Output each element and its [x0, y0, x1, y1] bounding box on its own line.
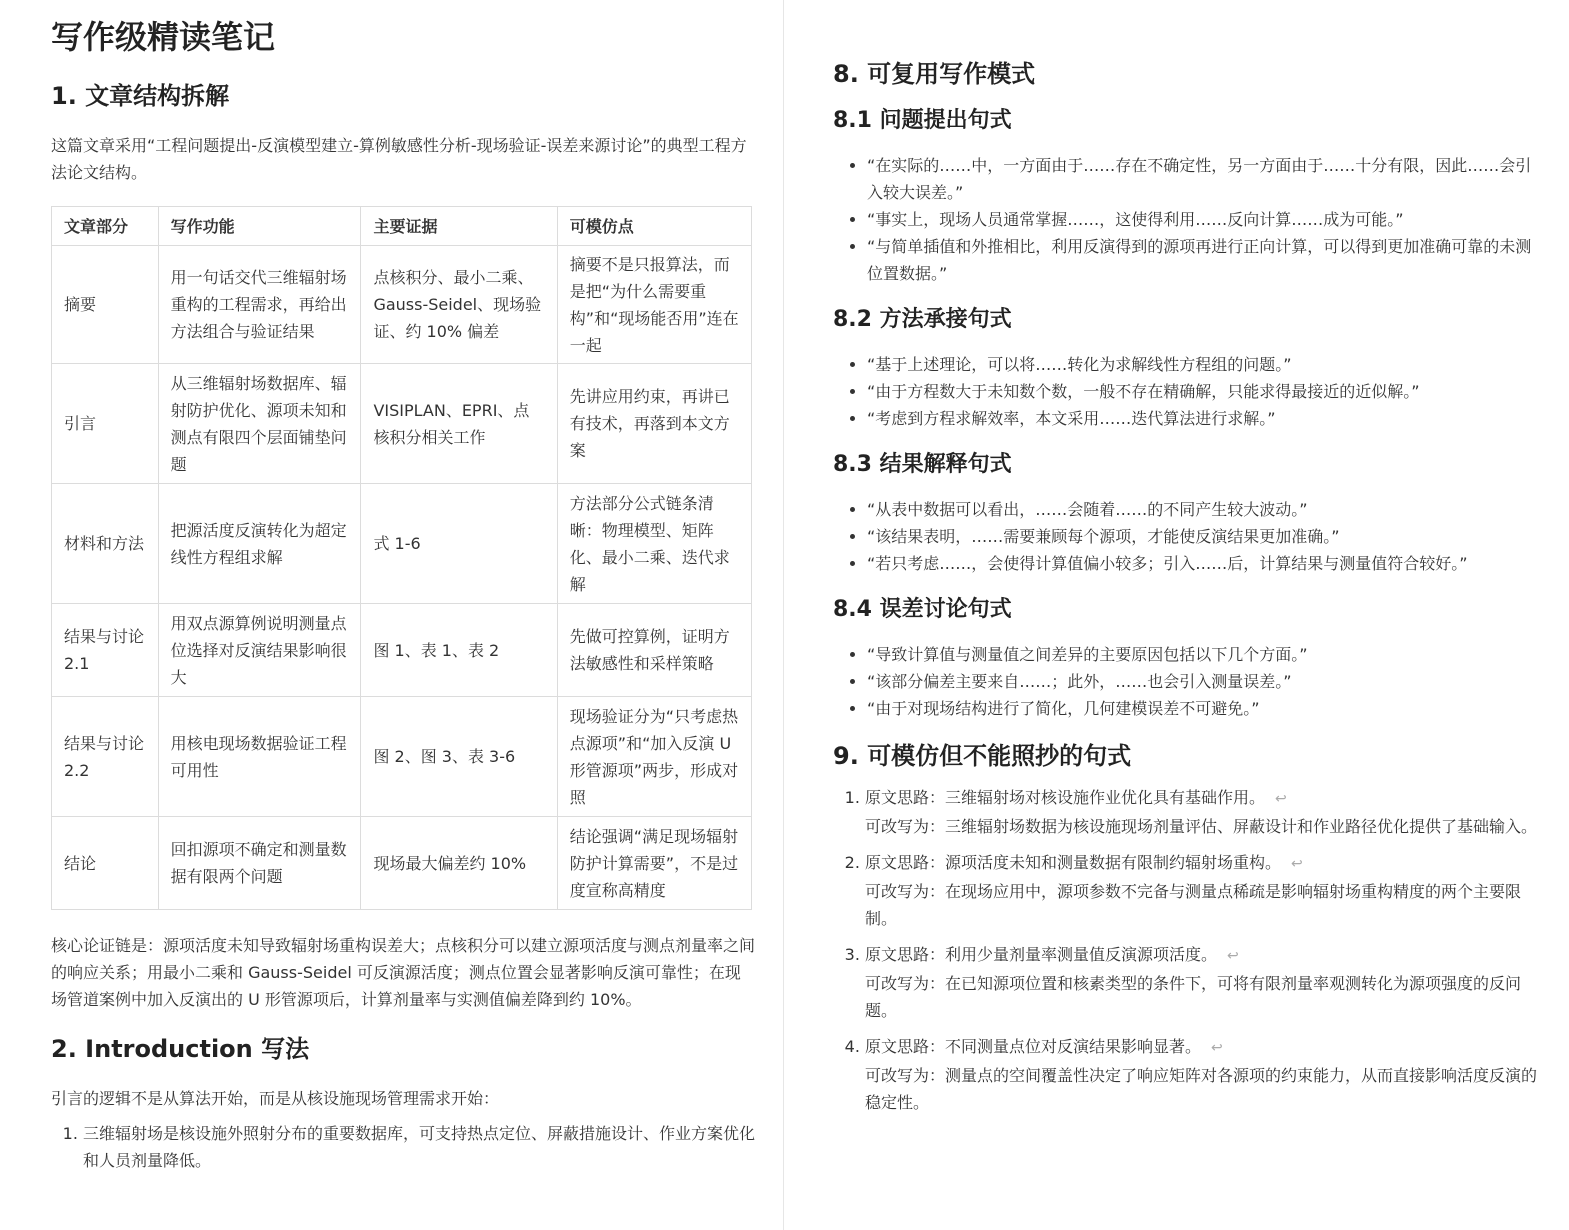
list-item: • “导致计算值与测量值之间差异的主要原因包括以下几个方面。”: [867, 641, 1539, 668]
rewrite-text: 可改写为：在已知源项位置和核素类型的条件下，可将有限剂量率观测转化为源项强度的反问题。: [865, 974, 1522, 1020]
return-icon: ↩: [1275, 791, 1287, 807]
table-cell: 用双点源算例说明测量点位选择对反演结果影响很大: [158, 604, 361, 697]
list-item: [865, 784, 1539, 840]
list-item: • “与简单插值和外推相比，利用反演得到的源项再进行正向计算，可以得到更加准确可靠的未测位置数据。”: [867, 233, 1539, 287]
table-cell: 材料和方法: [52, 484, 159, 604]
rewrite-list: [833, 784, 1539, 1116]
list-item: • “考虑到方程求解效率，本文采用……迭代算法进行求解。”: [867, 405, 1539, 432]
table-cell: 结果与讨论 2.1: [52, 604, 159, 697]
table-cell: 现场验证分为“只考虑热点源项”和“加入反演 U 形管源项”两步，形成对照: [557, 697, 751, 817]
table-header-cell: 写作功能: [158, 207, 361, 246]
table-cell: 引言: [52, 364, 159, 484]
table-cell: 从三维辐射场数据库、辐射防护优化、源项未知和测点有限四个层面铺垫问题: [158, 364, 361, 484]
table-row: [52, 484, 752, 604]
problem-sentence-list: [833, 152, 1539, 287]
original-idea: 原文思路：利用少量剂量率测量值反演源项活度。: [865, 945, 1218, 964]
list-item: • “从表中数据可以看出，……会随着……的不同产生较大波动。”: [867, 496, 1539, 523]
result-sentence-list: [833, 496, 1539, 577]
list-item: • “由于方程数大于未知数个数，一般不存在精确解，只能求得最接近的近似解。”: [867, 378, 1539, 405]
list-item: • “由于对现场结构进行了简化，几何建模误差不可避免。”: [867, 695, 1539, 722]
list-item: [865, 1033, 1539, 1116]
return-icon: ↩: [1211, 1040, 1223, 1056]
table-cell: 图 2、图 3、表 3-6: [361, 697, 557, 817]
table-cell: 先讲应用约束，再讲已有技术，再落到本文方案: [557, 364, 751, 484]
right-column: [784, 0, 1569, 1230]
table-cell: 方法部分公式链条清晰：物理模型、矩阵化、最小二乘、迭代求解: [557, 484, 751, 604]
list-item: [865, 849, 1539, 932]
structure-table: [51, 206, 752, 910]
argument-chain-paragraph: 核心论证链是：源项活度未知导致辐射场重构误差大；点核积分可以建立源项活度与测点剂量率之间的响应关系；用最小二乘和 Gauss-Seidel 可反演源活度；测点位置会显著影响反演可靠性；在现场管道案例中加入反演出的 U 形管源项后，计算剂量率与实测值偏差降到约 10%。: [51, 936, 756, 1009]
table-cell: 图 1、表 1、表 2: [361, 604, 557, 697]
section-8-3-heading: 8.3 结果解释句式: [833, 452, 1012, 477]
table-header-cell: 可模仿点: [557, 207, 751, 246]
table-cell: 用核电现场数据验证工程可用性: [158, 697, 361, 817]
table-row: [52, 604, 752, 697]
return-icon: ↩: [1291, 856, 1303, 872]
list-item: • “该部分偏差主要来自……；此外，……也会引入测量误差。”: [867, 668, 1539, 695]
section-8-2-heading: 8.2 方法承接句式: [833, 307, 1012, 332]
original-idea: 原文思路：不同测量点位对反演结果影响显著。: [865, 1037, 1202, 1056]
table-cell: 结果与讨论 2.2: [52, 697, 159, 817]
section-2-heading: 2. Introduction 写法: [51, 1035, 310, 1063]
table-cell: 把源活度反演转化为超定线性方程组求解: [158, 484, 361, 604]
table-header-cell: 主要证据: [361, 207, 557, 246]
list-item: • “若只考虑……，会使得计算值偏小较多；引入……后，计算结果与测量值符合较好。”: [867, 550, 1539, 577]
table-cell: 摘要不是只报算法，而是把“为什么需要重构”和“现场能否用”连在一起: [557, 246, 751, 364]
table-header-row: [52, 207, 752, 246]
rewrite-text: 可改写为：在现场应用中，源项参数不完备与测量点稀疏是影响辐射场重构精度的两个主要限制。: [865, 882, 1522, 928]
original-idea: 原文思路：源项活度未知和测量数据有限制约辐射场重构。: [865, 853, 1282, 872]
introduction-list: [51, 1120, 755, 1174]
list-item: [865, 941, 1539, 1024]
table-cell: 用一句话交代三维辐射场重构的工程需求，再给出方法组合与验证结果: [158, 246, 361, 364]
table-cell: 式 1-6: [361, 484, 557, 604]
table-cell: 点核积分、最小二乘、Gauss-Seidel、现场验证、约 10% 偏差: [361, 246, 557, 364]
document-title: 写作级精读笔记: [51, 18, 276, 56]
table-cell: VISIPLAN、EPRI、点核积分相关工作: [361, 364, 557, 484]
list-item: • “事实上，现场人员通常掌握……，这使得利用……反向计算……成为可能。”: [867, 206, 1539, 233]
section-8-1-heading: 8.1 问题提出句式: [833, 108, 1012, 133]
table-cell: 现场最大偏差约 10%: [361, 817, 557, 910]
list-item: • “该结果表明，……需要兼顾每个源项，才能使反演结果更加准确。”: [867, 523, 1539, 550]
original-idea: 原文思路：三维辐射场对核设施作业优化具有基础作用。: [865, 788, 1266, 807]
method-sentence-list: [833, 351, 1539, 432]
rewrite-text: 可改写为：三维辐射场数据为核设施现场剂量评估、屏蔽设计和作业路径优化提供了基础输入。: [865, 817, 1538, 836]
table-cell: 结论强调“满足现场辐射防护计算需要”，不是过度宣称高精度: [557, 817, 751, 910]
table-row: [52, 364, 752, 484]
error-sentence-list: [833, 641, 1539, 722]
table-header-cell: 文章部分: [52, 207, 159, 246]
table-cell: 回扣源项不确定和测量数据有限两个问题: [158, 817, 361, 910]
section-1-intro: 这篇文章采用“工程问题提出-反演模型建立-算例敏感性分析-现场验证-误差来源讨论”的典型工程方法论文结构。: [51, 136, 747, 182]
list-item: • “基于上述理论，可以将……转化为求解线性方程组的问题。”: [867, 351, 1539, 378]
return-icon: ↩: [1227, 948, 1239, 964]
table-cell: 摘要: [52, 246, 159, 364]
table-row: [52, 697, 752, 817]
rewrite-text: 可改写为：测量点的空间覆盖性决定了响应矩阵对各源项的约束能力，从而直接影响活度反演的稳定性。: [865, 1066, 1538, 1112]
section-2-intro: 引言的逻辑不是从算法开始，而是从核设施现场管理需求开始：: [51, 1089, 500, 1108]
section-8-heading: 8. 可复用写作模式: [833, 60, 1036, 88]
table-row: [52, 817, 752, 910]
table-cell: 结论: [52, 817, 159, 910]
table-cell: 先做可控算例，证明方法敏感性和采样策略: [557, 604, 751, 697]
list-item: 1. 三维辐射场是核设施外照射分布的重要数据库，可支持热点定位、屏蔽措施设计、作业方案优化和人员剂量降低。: [83, 1120, 755, 1174]
section-8-4-heading: 8.4 误差讨论句式: [833, 597, 1012, 622]
left-column: [0, 0, 783, 1230]
table-row: [52, 246, 752, 364]
section-1-heading: 1. 文章结构拆解: [51, 82, 230, 110]
list-item: • “在实际的……中，一方面由于……存在不确定性，另一方面由于……十分有限，因此……会引入较大误差。”: [867, 152, 1539, 206]
section-9-heading: 9. 可模仿但不能照抄的句式: [833, 742, 1132, 770]
